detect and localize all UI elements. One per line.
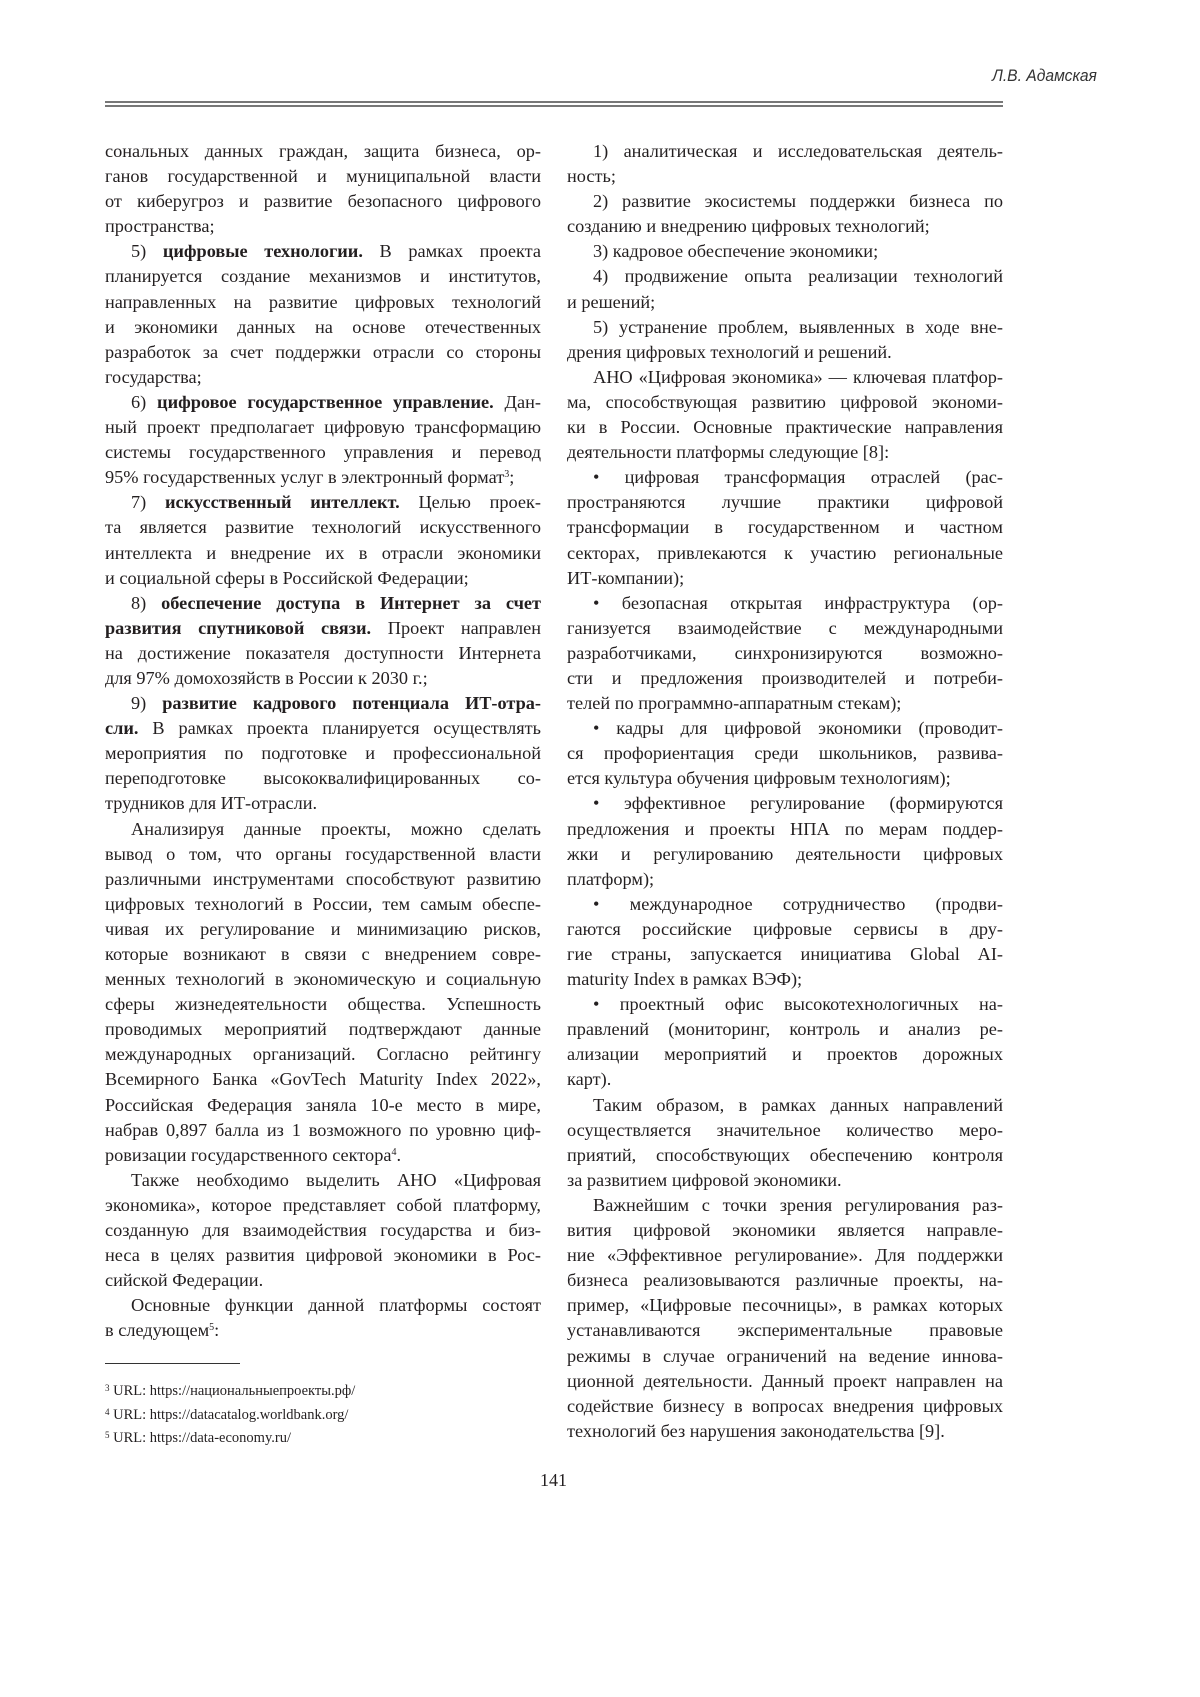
- paragraph: [567, 892, 1003, 992]
- text-segment: Дан-: [494, 392, 541, 412]
- text-line: ется культура обучения цифровым технологиям);: [567, 766, 1003, 791]
- text-segment: 7): [131, 492, 165, 512]
- text-line: приятий, способствующих обеспечению контроля: [567, 1143, 1003, 1168]
- text-line: [105, 239, 541, 264]
- text-segment: :: [214, 1320, 219, 1340]
- text-line: Также необходимо выделить АНО «Цифровая: [105, 1168, 541, 1193]
- text-segment: ;: [509, 467, 514, 487]
- text-segment: в следующем: [105, 1320, 209, 1340]
- text-line: секторах, привлекаются к участию региональные: [567, 541, 1003, 566]
- text-line: 2) развитие экосистемы поддержки бизнеса по: [567, 189, 1003, 214]
- text-line: гие страны, запускается инициатива Global AI-: [567, 942, 1003, 967]
- text-line: пример, «Цифровые песочницы», в рамках которых: [567, 1293, 1003, 1318]
- paragraph: [105, 490, 541, 590]
- text-line: проводимых мероприятий подтверждают данные: [105, 1017, 541, 1042]
- text-line: сийской Федерации.: [105, 1268, 541, 1293]
- text-line: на достижение показателя доступности Интернета: [105, 641, 541, 666]
- paragraph: [567, 315, 1003, 365]
- text-line: и социальной сферы в Российской Федерации;: [105, 566, 541, 591]
- bold-text: развития спутниковой связи.: [105, 618, 371, 638]
- text-line: международных организаций. Согласно рейтингу: [105, 1042, 541, 1067]
- text-line: 1) аналитическая и исследовательская деятель-: [567, 139, 1003, 164]
- text-line: [105, 465, 541, 490]
- text-line: системы государственного управления и перевод: [105, 440, 541, 465]
- text-line: • эффективное регулирование (формируются: [567, 791, 1003, 816]
- paragraph: [567, 591, 1003, 716]
- bold-text: цифровое государственное управление.: [157, 392, 494, 412]
- text-line: ганов государственной и муниципальной власти: [105, 164, 541, 189]
- left-column: [105, 139, 541, 1344]
- text-line: maturity Index в рамках ВЭФ);: [567, 967, 1003, 992]
- bold-text: развитие кадрового потенциала ИТ-отра-: [162, 693, 541, 713]
- text-line: различными инструментами способствуют развитию: [105, 867, 541, 892]
- text-line: ние «Эффективное регулирование». Для поддержки: [567, 1243, 1003, 1268]
- text-line: Анализируя данные проекты, можно сделать: [105, 817, 541, 842]
- text-line: дрения цифровых технологий и решений.: [567, 340, 1003, 365]
- text-line: от киберугроз и развитие безопасного цифрового: [105, 189, 541, 214]
- text-line: • цифровая трансформация отраслей (рас-: [567, 465, 1003, 490]
- text-line: разработчиками, синхронизируются возможно-: [567, 641, 1003, 666]
- text-line: трансформации в государственном и частном: [567, 515, 1003, 540]
- footnote-mark: 5: [105, 1430, 110, 1440]
- text-line: • кадры для цифровой экономики (проводит-: [567, 716, 1003, 741]
- text-line: содействие бизнесу в вопросах внедрения цифровых: [567, 1394, 1003, 1419]
- text-line: Важнейшим с точки зрения регулирования раз-: [567, 1193, 1003, 1218]
- text-line: цифровых технологий в России, тем самым обеспе-: [105, 892, 541, 917]
- paragraph: [567, 716, 1003, 791]
- paragraph: [567, 365, 1003, 465]
- text-line: • проектный офис высокотехнологичных на-: [567, 992, 1003, 1017]
- paragraph: [567, 465, 1003, 590]
- text-line: Таким образом, в рамках данных направлений: [567, 1093, 1003, 1118]
- footnote-text: URL: https://национальныепроекты.рф/: [110, 1383, 356, 1399]
- text-line: 4) продвижение опыта реализации технологий: [567, 264, 1003, 289]
- text-line: экономика», которое представляет собой платформу,: [105, 1193, 541, 1218]
- text-line: сональных данных граждан, защита бизнеса, ор-: [105, 139, 541, 164]
- paragraph: [105, 139, 541, 239]
- text-line: 3) кадровое обеспечение экономики;: [567, 239, 1003, 264]
- text-segment: 95% государственных услуг в электронный формат: [105, 467, 504, 487]
- text-line: [105, 616, 541, 641]
- bold-text: искусственный интеллект.: [165, 492, 400, 512]
- footnote-mark: 3: [105, 1383, 110, 1393]
- text-line: телей по программно-аппаратным стекам);: [567, 691, 1003, 716]
- text-line: пространства;: [105, 214, 541, 239]
- paragraph: [105, 691, 541, 816]
- text-line: сферы жизнедеятельности общества. Успешность: [105, 992, 541, 1017]
- text-line: ма, способствующая развитию цифровой экономи-: [567, 390, 1003, 415]
- text-line: разработок за счет поддержки отрасли со стороны: [105, 340, 541, 365]
- right-column: [567, 139, 1003, 1444]
- text-segment: Целью проек-: [400, 492, 541, 512]
- text-line: предложения и проекты НПА по мерам поддер-: [567, 817, 1003, 842]
- text-line: менных технологий в экономическую и социальную: [105, 967, 541, 992]
- text-line: и экономики данных на основе отечественных: [105, 315, 541, 340]
- text-line: [105, 1143, 541, 1168]
- paragraph: [567, 791, 1003, 891]
- paragraph: [567, 189, 1003, 239]
- text-line: и решений;: [567, 290, 1003, 315]
- text-line: Всемирного Банка «GovTech Maturity Index 2022»,: [105, 1067, 541, 1092]
- text-line: карт).: [567, 1067, 1003, 1092]
- text-line: платформ);: [567, 867, 1003, 892]
- footnote-mark: 4: [105, 1407, 110, 1417]
- text-line: устанавливаются экспериментальные правовые: [567, 1318, 1003, 1343]
- text-line: деятельности платформы следующие [8]:: [567, 440, 1003, 465]
- text-line: осуществляется значительное количество меро-: [567, 1118, 1003, 1143]
- text-segment: .: [396, 1145, 401, 1165]
- text-line: государства;: [105, 365, 541, 390]
- text-segment: 8): [131, 593, 161, 613]
- footnote: [105, 1427, 355, 1451]
- paragraph: [105, 1293, 541, 1343]
- text-line: для 97% домохозяйств в России к 2030 г.;: [105, 666, 541, 691]
- text-line: ки в России. Основные практические направления: [567, 415, 1003, 440]
- paragraph: [105, 591, 541, 691]
- paragraph: [567, 139, 1003, 189]
- text-line: планируется создание механизмов и институтов,: [105, 264, 541, 289]
- text-line: сти и предложения производителей и потреби-: [567, 666, 1003, 691]
- paragraph: [567, 1093, 1003, 1193]
- bold-text: обеспечение доступа в Интернет за счет: [161, 593, 541, 613]
- text-line: трудников для ИТ-отрасли.: [105, 791, 541, 816]
- paragraph: [567, 1193, 1003, 1444]
- text-line: ганизуется взаимодействие с международными: [567, 616, 1003, 641]
- footnote-ref: 3: [504, 469, 509, 480]
- text-line: пространяются лучшие практики цифровой: [567, 490, 1003, 515]
- text-line: направленных на развитие цифровых технологий: [105, 290, 541, 315]
- text-line: ный проект предполагает цифровую трансформацию: [105, 415, 541, 440]
- text-line: созданию и внедрению цифровых технологий;: [567, 214, 1003, 239]
- text-segment: Проект направлен: [371, 618, 541, 638]
- text-segment: В рамках проекта планируется осуществлять: [138, 718, 541, 738]
- text-line: • международное сотрудничество (продви-: [567, 892, 1003, 917]
- text-line: [105, 591, 541, 616]
- paragraph: [105, 1168, 541, 1293]
- text-line: чивая их регулирование и минимизацию рисков,: [105, 917, 541, 942]
- text-line: мероприятия по подготовке и профессиональной: [105, 741, 541, 766]
- text-line: • безопасная открытая инфраструктура (ор-: [567, 591, 1003, 616]
- text-line: технологий без нарушения законодательства [9].: [567, 1419, 1003, 1444]
- text-line: Российская Федерация заняла 10-е место в мире,: [105, 1093, 541, 1118]
- text-line: [105, 716, 541, 741]
- text-line: ся профориентация среди школьников, развива-: [567, 741, 1003, 766]
- paragraph: [567, 239, 1003, 264]
- text-line: ность;: [567, 164, 1003, 189]
- paragraph: [567, 264, 1003, 314]
- text-line: та является развитие технологий искусственного: [105, 515, 541, 540]
- text-line: созданную для взаимодействия государства и биз-: [105, 1218, 541, 1243]
- running-head-author: Л.В. Адамская: [992, 66, 1097, 86]
- bold-text: цифровые технологии.: [163, 241, 363, 261]
- text-line: [105, 390, 541, 415]
- text-segment: 9): [131, 693, 162, 713]
- text-line: гаются российские цифровые сервисы в дру-: [567, 917, 1003, 942]
- paragraph: [105, 390, 541, 490]
- text-line: бизнеса реализовываются различные проекты, на-: [567, 1268, 1003, 1293]
- footnote-ref: 5: [209, 1322, 214, 1333]
- text-line: [105, 691, 541, 716]
- text-segment: 5): [131, 241, 163, 261]
- text-segment: 6): [131, 392, 157, 412]
- text-line: правлений (мониторинг, контроль и анализ ре-: [567, 1017, 1003, 1042]
- text-line: [105, 1318, 541, 1343]
- paragraph: [105, 817, 541, 1168]
- text-line: неса в целях развития цифровой экономики в Рос-: [105, 1243, 541, 1268]
- header-rule: [105, 101, 1003, 107]
- text-line: вывод о том, что органы государственной власти: [105, 842, 541, 867]
- text-line: 5) устранение проблем, выявленных в ходе вне-: [567, 315, 1003, 340]
- text-line: режимы в случае ограничений на ведение иннова-: [567, 1344, 1003, 1369]
- text-line: ционной деятельности. Данный проект направлен на: [567, 1369, 1003, 1394]
- text-segment: В рамках проекта: [363, 241, 541, 261]
- text-line: за развитием цифровой экономики.: [567, 1168, 1003, 1193]
- footnote-text: URL: https://data-economy.ru/: [110, 1430, 291, 1446]
- footnote-text: URL: https://datacatalog.worldbank.org/: [110, 1407, 349, 1423]
- footnote-ref: 4: [391, 1147, 396, 1158]
- text-line: ИТ-компании);: [567, 566, 1003, 591]
- text-line: вития цифровой экономики является направле-: [567, 1218, 1003, 1243]
- text-line: которые возникают в связи с внедрением совре-: [105, 942, 541, 967]
- text-line: АНО «Цифровая экономика» — ключевая платфор-: [567, 365, 1003, 390]
- text-line: переподготовке высококвалифицированных со-: [105, 766, 541, 791]
- page-number: 141: [0, 1470, 1107, 1491]
- text-line: [105, 490, 541, 515]
- text-line: жки и регулированию деятельности цифровых: [567, 842, 1003, 867]
- text-line: ализации мероприятий и проектов дорожных: [567, 1042, 1003, 1067]
- paragraph: [567, 992, 1003, 1092]
- footnote: [105, 1380, 355, 1404]
- footnote: [105, 1404, 355, 1428]
- text-line: интеллекта и внедрение их в отрасли экономики: [105, 541, 541, 566]
- footnotes: [105, 1380, 355, 1451]
- text-segment: ровизации государственного сектора: [105, 1145, 391, 1165]
- bold-text: сли.: [105, 718, 138, 738]
- footnote-separator: [105, 1363, 240, 1364]
- paragraph: [105, 239, 541, 390]
- text-line: Основные функции данной платформы состоят: [105, 1293, 541, 1318]
- text-line: набрав 0,897 балла из 1 возможного по уровню циф-: [105, 1118, 541, 1143]
